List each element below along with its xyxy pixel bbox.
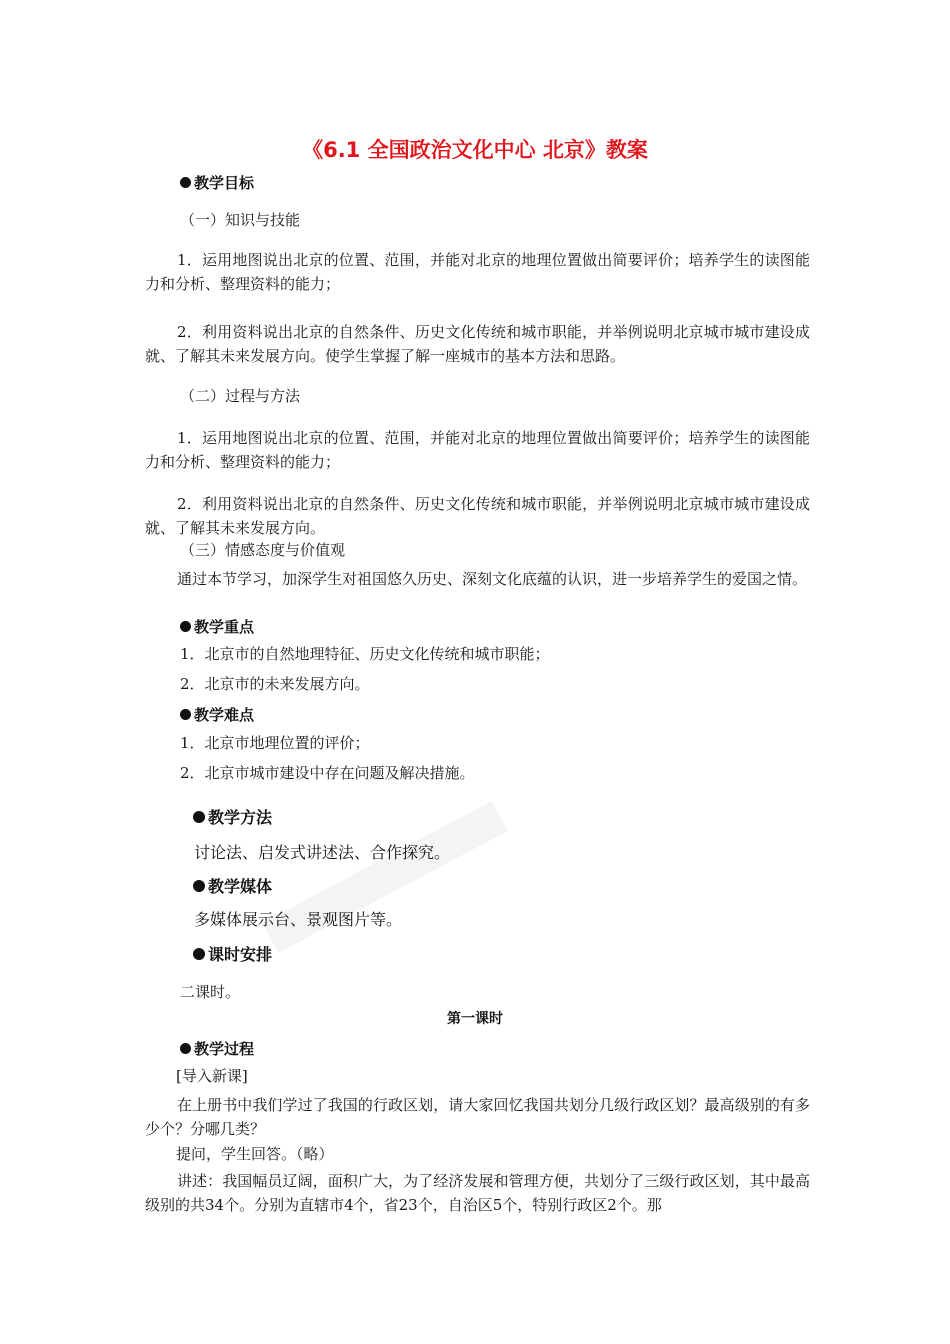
key-points-heading: 教学重点 <box>180 616 254 637</box>
bullet-icon <box>193 811 205 823</box>
emotion-heading: （三）情感态度与价值观 <box>180 541 346 559</box>
teaching-process-heading: 教学过程 <box>180 1038 254 1059</box>
methods-heading: 教学方法 <box>193 805 272 828</box>
knowledge-item-1: 1．运用地图说出北京的位置、范围，并能对北京的地理位置做出简要评价；培养学生的读图能力和分析、整理资料的能力； <box>145 251 810 293</box>
media-text: 多媒体展示台、景观图片等。 <box>194 910 403 929</box>
objectives-heading: 教学目标 <box>180 172 254 193</box>
bullet-icon <box>180 709 191 720</box>
intro-heading: [导入新课] <box>176 1067 248 1085</box>
knowledge-heading: （一）知识与技能 <box>180 211 301 229</box>
schedule-text: 二课时。 <box>180 983 241 1001</box>
lecture-text: 讲述：我国幅员辽阔，面积广大，为了经济发展和管理方便，共划分了三级行政区划，其中最高级别的共34个。分别为直辖市4个，省23个，自治区5个，特别行政区2个。那 <box>145 1172 810 1214</box>
key-point-1: 1．北京市的自然地理特征、历史文化传统和城市职能； <box>180 645 550 663</box>
document-title: 《6.1 全国政治文化中心 北京》教案 <box>302 138 648 162</box>
difficulty-2: 2．北京市城市建设中存在问题及解决措施。 <box>180 764 475 782</box>
bullet-icon <box>193 948 205 960</box>
intro-text: 在上册书中我们学过了我国的行政区划，请大家回忆我国共划分几级行政区划？最高级别的有多少个？分哪几类？ <box>145 1096 810 1138</box>
process-item-2: 2．利用资料说出北京的自然条件、历史文化传统和城市职能，并举例说明北京城市城市建设成就、了解其未来发展方向。 <box>145 495 810 537</box>
key-point-2: 2．北京市的未来发展方向。 <box>180 675 370 693</box>
methods-text: 讨论法、启发式讲述法、合作探究。 <box>194 843 451 862</box>
bullet-icon <box>180 177 191 188</box>
bullet-icon <box>180 1043 191 1054</box>
lesson-one-heading: 第一课时 <box>447 1011 503 1027</box>
emotion-text: 通过本节学习，加深学生对祖国悠久历史、深刻文化底蕴的认识，进一步培养学生的爱国之情。 <box>177 570 808 588</box>
bullet-icon <box>180 621 191 632</box>
process-heading: （二）过程与方法 <box>180 387 301 405</box>
watermark <box>262 801 508 953</box>
knowledge-item-2: 2．利用资料说出北京的自然条件、历史文化传统和城市职能，并举例说明北京城市城市建设成就、了解其未来发展方向。使学生掌握了解一座城市的基本方法和思路。 <box>145 323 810 365</box>
process-item-1: 1．运用地图说出北京的位置、范围，并能对北京的地理位置做出简要评价；培养学生的读图能力和分析、整理资料的能力； <box>145 429 810 471</box>
media-heading: 教学媒体 <box>193 874 272 897</box>
difficulty-1: 1．北京市地理位置的评价； <box>180 734 370 752</box>
question-text: 提问，学生回答。（略） <box>176 1145 334 1163</box>
schedule-heading: 课时安排 <box>193 942 272 965</box>
bullet-icon <box>193 880 205 892</box>
difficulties-heading: 教学难点 <box>180 704 254 725</box>
